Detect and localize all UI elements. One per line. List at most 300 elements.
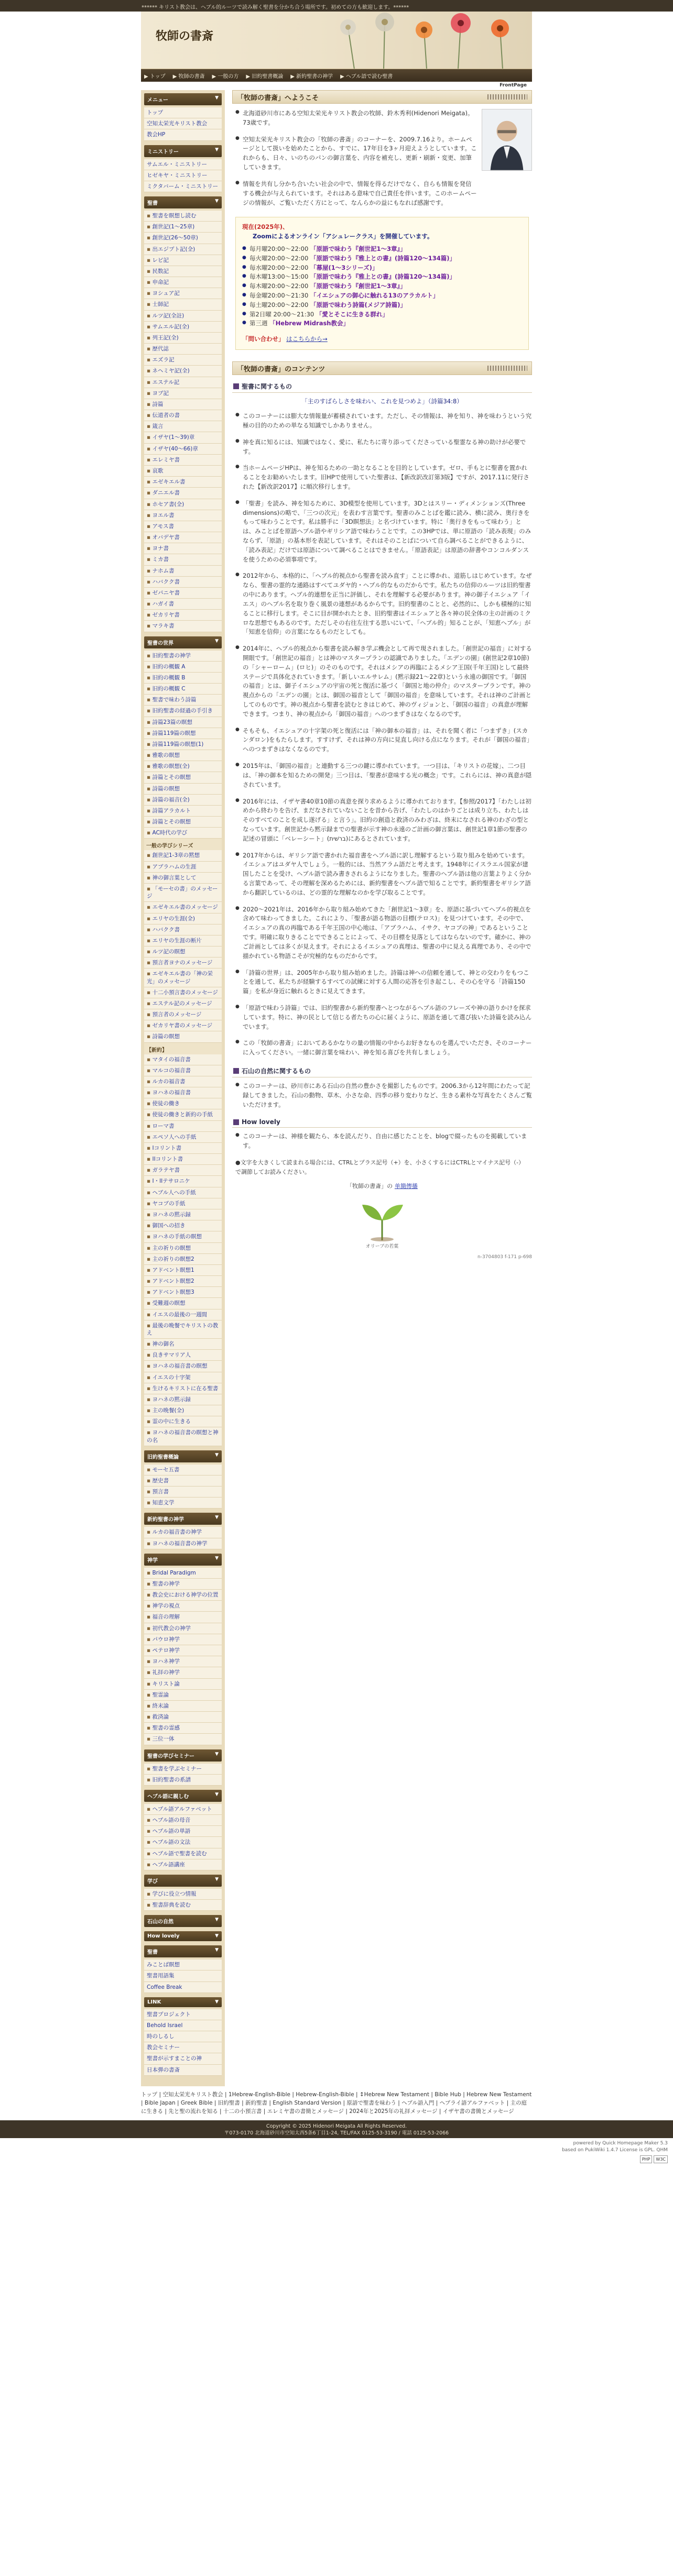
sidebar-item[interactable] [144, 299, 222, 310]
sidebar-item-link[interactable]: ▪ 主の晩餐(全) [147, 1407, 184, 1414]
sidebar-item[interactable] [144, 728, 222, 739]
sidebar-item-link[interactable]: 聖書プロジェクト [147, 2011, 191, 2018]
sidebar-item-link[interactable]: ▪ 伝道者の書 [147, 412, 180, 419]
sidebar-item-link[interactable]: サムエル・ミニストリー [147, 161, 207, 168]
sidebar-item-link[interactable]: ▪ 使徒の働きと新約の手紙 [147, 1111, 213, 1118]
sidebar-item-link[interactable]: ▪ ヨハネの福音書 [147, 1089, 191, 1096]
sidebar-item[interactable] [144, 1498, 222, 1509]
sidebar-item[interactable] [144, 2009, 222, 2020]
sidebar-item-link[interactable]: ▪ ハバクク書 [147, 579, 180, 585]
sidebar-item-link[interactable]: ▪ ダニエル書 [147, 490, 180, 496]
sidebar-item-link[interactable]: ▪ ハバクク書 [147, 927, 180, 933]
sidebar-item-link[interactable]: ▪ ヨシュア記 [147, 290, 180, 296]
sidebar-item-link[interactable]: ▪ ヨハネの黙示録 [147, 1396, 191, 1403]
sidebar-item-link[interactable]: ▪ 知恵文学 [147, 1500, 174, 1506]
sidebar-item-link[interactable]: ▪ イエスの十字架 [147, 1374, 191, 1381]
sidebar-item-link[interactable]: ▪ ヘブル語の母音 [147, 1817, 190, 1823]
sidebar-item-link[interactable]: ▪ 旧約聖書の神学 [147, 653, 191, 659]
sidebar-item[interactable] [144, 255, 222, 266]
sidebar-item-link[interactable]: ▪ 預言書 [147, 1489, 169, 1495]
sidebar-item[interactable] [144, 532, 222, 543]
sidebar-item[interactable] [144, 1287, 222, 1298]
sidebar-item[interactable] [144, 444, 222, 455]
sidebar-item[interactable] [144, 1690, 222, 1701]
sidebar-item[interactable] [144, 1764, 222, 1775]
sidebar-item[interactable] [144, 1187, 222, 1198]
sidebar-item[interactable] [144, 739, 222, 750]
sidebar-item[interactable] [144, 935, 222, 946]
sidebar-item[interactable] [144, 222, 222, 233]
sidebar-item[interactable] [144, 684, 222, 695]
sidebar-item[interactable] [144, 968, 222, 987]
sidebar-item[interactable] [144, 1590, 222, 1601]
sidebar-item[interactable] [144, 884, 222, 902]
sidebar-item[interactable] [144, 817, 222, 828]
sidebar-item-link[interactable]: ▪ アドベント瞑想1 [147, 1267, 194, 1273]
sidebar-item-link[interactable]: ▪ ハガイ書 [147, 601, 174, 607]
sidebar-item-link[interactable]: ▪ 最後の晩餐でキリストの教え [147, 1323, 218, 1336]
sidebar-item[interactable] [144, 1098, 222, 1109]
sidebar-item[interactable] [144, 1031, 222, 1042]
sidebar-item[interactable] [144, 1109, 222, 1120]
sidebar-item[interactable] [144, 1679, 222, 1690]
sidebar-item-link[interactable]: ▪ 聖書を学ぶセミナー [147, 1766, 202, 1772]
sidebar-item[interactable] [144, 1394, 222, 1405]
sidebar-item-link[interactable]: ▪ 聖書を瞑想し読む [147, 213, 196, 219]
sidebar-item-link[interactable]: ▪ エゼキエル書の「神の栄光」のメッセージ [147, 971, 213, 984]
sidebar-item[interactable] [144, 1076, 222, 1087]
global-nav-item[interactable]: ▶ 新約聖書の神学 [290, 73, 333, 80]
sidebar-item-link[interactable]: 教会セミナー [147, 2044, 180, 2051]
sidebar-item[interactable] [144, 577, 222, 588]
sidebar-item-link[interactable]: ▪ 教会史における神学の位置 [147, 1592, 218, 1598]
sidebar-item-link[interactable]: ▪ 主の祈りの瞑想 [147, 1245, 191, 1251]
sidebar-item[interactable] [144, 1826, 222, 1837]
sidebar-item-link[interactable]: ▪ 学びに役立つ情報 [147, 1891, 196, 1897]
sidebar-item-link[interactable]: ▪ 箴言 [147, 423, 163, 430]
sidebar-item[interactable] [144, 1087, 222, 1098]
sidebar-item[interactable] [144, 987, 222, 998]
sidebar-item-link[interactable]: 聖書が示すまことの神 [147, 2055, 202, 2062]
sidebar-item[interactable] [144, 651, 222, 662]
sidebar-item-link[interactable]: ▪ 旧約の概観 C [147, 686, 186, 692]
sidebar-item[interactable] [144, 673, 222, 684]
sidebar-item-link[interactable]: トップ [147, 109, 164, 116]
sidebar-item-link[interactable]: ▪ 預言者ヨナのメッセージ [147, 960, 212, 966]
sidebar-item[interactable] [144, 1465, 222, 1476]
sidebar-item[interactable] [144, 784, 222, 795]
footer-links[interactable]: トップ | 空知太栄光キリスト教会 | 1Hebrew-English-Bible | Hebrew-English-Bible | ↕Hebrew New Testament | Bible Hub | Hebrew New Testament | Bible Japan | Greek Bible | 旧約聖書 | 新約聖書 | English Standard Version | 原語で聖書を味わう | ヘブル語入門 | ヘブライ語アルファベット | 主の庭に生きる | 先と聖の流れを知る | 十二の小預言書 | エレミヤ書の書簡とメッセージ | 2024年と2025年の礼拝メッセージ | イザヤ書の書簡とメッセージ [141, 2086, 532, 2120]
sidebar-item[interactable] [144, 1623, 222, 1634]
sidebar-item[interactable] [144, 2031, 222, 2042]
sidebar-item[interactable] [144, 1309, 222, 1320]
sidebar-item-link[interactable]: ▪ 旧約の概観 A [147, 664, 186, 670]
sidebar-item-link[interactable]: 聖書用語集 [147, 1973, 175, 1979]
sidebar-item[interactable] [144, 1209, 222, 1220]
sidebar-item-link[interactable]: 空知太栄光キリスト教会 [147, 120, 208, 127]
sidebar-item-link[interactable]: ▪ ペテロ神学 [147, 1647, 180, 1654]
sidebar-item-link[interactable]: ▪ ヨエル書 [147, 512, 174, 519]
sidebar-item[interactable] [144, 1231, 222, 1242]
sidebar-item-link[interactable]: ▪ 神の御名 [147, 1341, 174, 1347]
sidebar-item[interactable] [144, 706, 222, 717]
sidebar-item[interactable] [144, 1143, 222, 1154]
sidebar-item[interactable] [144, 455, 222, 466]
sidebar-item[interactable] [144, 1350, 222, 1361]
sidebar-item-link[interactable]: ▪ イエスの最後の一週間 [147, 1312, 207, 1318]
sidebar-item[interactable] [144, 129, 222, 140]
sidebar-item-link[interactable]: ▪ 出エジプト記(全) [147, 246, 195, 252]
sidebar-item[interactable] [144, 1198, 222, 1209]
sidebar-item-link[interactable]: ▪ 詩篇の福音(全) [147, 797, 190, 803]
sidebar-item-link[interactable]: ▪ ヨハネの手紙の瞑想 [147, 1234, 202, 1240]
sidebar-item[interactable] [144, 1970, 222, 1981]
sidebar-item[interactable] [144, 499, 222, 510]
sidebar-item[interactable] [144, 521, 222, 532]
sidebar-item[interactable] [144, 599, 222, 610]
sidebar-item[interactable] [144, 1372, 222, 1383]
sidebar-item[interactable] [144, 277, 222, 288]
sidebar-item[interactable] [144, 1487, 222, 1498]
sidebar-item-link[interactable]: ▪ AC時代の学び [147, 830, 187, 836]
sidebar-item[interactable] [144, 118, 222, 129]
sidebar-item-link[interactable]: ▪ ルカの福音書の神学 [147, 1529, 202, 1535]
sidebar-item[interactable] [144, 288, 222, 299]
sidebar-item[interactable] [144, 554, 222, 565]
sidebar-item-link[interactable]: ▪ ルカの福音書 [147, 1078, 185, 1085]
sidebar-item[interactable] [144, 1339, 222, 1350]
sidebar-item-link[interactable]: ▪ 受難週の瞑想 [147, 1300, 185, 1306]
sidebar-item-link[interactable]: ▪ ヨナ書 [147, 545, 169, 552]
sidebar-item-link[interactable]: ▪ Iコリント書 [147, 1145, 181, 1151]
sidebar-item[interactable] [144, 621, 222, 632]
sidebar-item[interactable] [144, 1601, 222, 1612]
php-badge-icon[interactable]: PHP [640, 2155, 653, 2164]
sidebar-item[interactable] [144, 410, 222, 421]
sidebar-item[interactable] [144, 873, 222, 884]
sidebar-item[interactable] [144, 1361, 222, 1372]
sidebar-item[interactable] [144, 421, 222, 432]
sidebar-item[interactable] [144, 750, 222, 761]
sidebar-item-link[interactable]: ▪ ヘブル人への手紙 [147, 1190, 196, 1196]
sidebar-item[interactable] [144, 662, 222, 673]
global-nav-item[interactable]: ▶ 旧約聖書概論 [246, 73, 284, 80]
sidebar-item-link[interactable]: ▪ 旧約の概観 B [147, 675, 186, 681]
sidebar-item-link[interactable]: Coffee Break [147, 1984, 182, 1990]
sidebar-item[interactable] [144, 1265, 222, 1276]
sidebar-item[interactable] [144, 1065, 222, 1076]
sidebar-item[interactable] [144, 695, 222, 706]
sidebar-item-link[interactable]: ▪ ヨハネ神学 [147, 1658, 180, 1665]
sidebar-item[interactable] [144, 333, 222, 344]
sidebar-item[interactable] [144, 717, 222, 728]
sidebar-item[interactable] [144, 1775, 222, 1786]
sidebar-item-link[interactable]: ▪ エズラ記 [147, 357, 174, 363]
sidebar-item-link[interactable]: ▪ 旧約聖書の系譜 [147, 1777, 191, 1783]
sidebar-item[interactable] [144, 946, 222, 957]
sidebar-item[interactable] [144, 244, 222, 255]
sidebar-item-link[interactable]: ▪ 聖書の霊感 [147, 1725, 180, 1731]
sidebar-item[interactable] [144, 1527, 222, 1538]
sidebar-item[interactable] [144, 588, 222, 599]
sidebar-item-link[interactable]: ▪ キリスト論 [147, 1681, 180, 1687]
sidebar-item-link[interactable]: ▪ ヘブル語で聖書を読む [147, 1851, 207, 1857]
sidebar-item-link[interactable]: ヒゼキヤ・ミニストリー [147, 172, 208, 179]
sidebar-item[interactable] [144, 2065, 222, 2076]
sidebar-item-link[interactable]: ▪ IIコリント書 [147, 1156, 183, 1162]
sidebar-item-link[interactable]: ▪ イザヤ(40〜66)章 [147, 446, 198, 452]
sidebar-item-link[interactable]: ▪ 哀歌 [147, 468, 163, 474]
sidebar-item[interactable] [144, 1815, 222, 1826]
sidebar-item-link[interactable]: ▪ エゼキエル書のメッセージ [147, 904, 218, 910]
sidebar-item[interactable] [144, 610, 222, 621]
sidebar-item-link[interactable]: ▪ 主の祈りの瞑想2 [147, 1256, 194, 1262]
sidebar-item[interactable] [144, 1848, 222, 1859]
sidebar-item[interactable] [144, 181, 222, 192]
sidebar-item-link[interactable]: ▪ 礼拝の神学 [147, 1669, 180, 1676]
sidebar-item[interactable] [144, 902, 222, 913]
sidebar-item-link[interactable]: ▪ 生けるキリストに在る聖書 [147, 1385, 218, 1392]
sidebar-item[interactable] [144, 233, 222, 244]
sidebar-item-link[interactable]: ▪ 預言者のメッセージ [147, 1011, 201, 1018]
sidebar-item-link[interactable]: 時のしるし [147, 2033, 175, 2040]
sidebar-item[interactable] [144, 344, 222, 355]
sidebar-item-link[interactable]: ▪ エペソ人への手紙 [147, 1134, 196, 1140]
sidebar-item[interactable] [144, 1982, 222, 1993]
sidebar-item[interactable] [144, 510, 222, 521]
sidebar-item[interactable] [144, 1900, 222, 1911]
sidebar-item[interactable] [144, 998, 222, 1009]
sidebar-item-link[interactable]: ▪ ゼカリヤ書 [147, 612, 180, 618]
sidebar-item[interactable] [144, 377, 222, 388]
sidebar-item-link[interactable]: ▪ ローマ書 [147, 1123, 174, 1129]
sidebar-item-link[interactable]: ▪ モーセ五書 [147, 1467, 179, 1473]
sidebar-item[interactable] [144, 1476, 222, 1487]
sidebar-item[interactable] [144, 1634, 222, 1645]
sidebar-item-link[interactable]: 日本弾の書斎 [147, 2066, 180, 2073]
sidebar-item-link[interactable]: ▪ ルツ記(全註) [147, 313, 184, 319]
sidebar-item-link[interactable]: ▪ ネヘミヤ記(全) [147, 368, 190, 374]
sidebar-item[interactable] [144, 1416, 222, 1427]
sidebar-item[interactable] [144, 211, 222, 222]
sidebar-item[interactable] [144, 1959, 222, 1970]
sidebar-item-link[interactable]: ▪ 聖書の神学 [147, 1581, 180, 1587]
global-nav-item[interactable]: ▶ ヘブル語で読む聖書 [340, 73, 393, 80]
sidebar-item-link[interactable]: ▪ エレミヤ書 [147, 457, 180, 463]
sidebar-item[interactable] [144, 1298, 222, 1309]
sidebar-item-link[interactable]: ▪ 三位一体 [147, 1736, 174, 1742]
sidebar-item[interactable] [144, 1176, 222, 1187]
sidebar-item-link[interactable]: ▪ エステル記 [147, 379, 179, 386]
sidebar-item-link[interactable]: ▪ ヘブル語の単語 [147, 1828, 190, 1834]
sidebar-item-link[interactable]: ▪ ヨハネの黙示録 [147, 1212, 191, 1218]
sidebar-item-link[interactable]: ▪ 旧約聖書の経過の手引き [147, 708, 213, 714]
sidebar-head-ishikawa[interactable]: 石山の自然 ▼ [144, 1915, 222, 1927]
sidebar-item-link[interactable]: ▪ マタイの福音書 [147, 1056, 191, 1063]
sidebar-head-howlovely[interactable]: How lovely ▼ [144, 1931, 222, 1941]
sidebar-item-link[interactable]: ▪ マラキ書 [147, 623, 174, 629]
sidebar-item[interactable] [144, 566, 222, 577]
sidebar-item[interactable] [144, 761, 222, 772]
sidebar-item[interactable] [144, 488, 222, 499]
sidebar-item-link[interactable]: ▪ 列王記(全) [147, 335, 179, 341]
sidebar-item[interactable] [144, 1734, 222, 1745]
sidebar-item[interactable] [144, 913, 222, 924]
sidebar-item-link[interactable]: ▪ 詩篇23篇の瞑想 [147, 719, 192, 725]
sidebar-item[interactable] [144, 1645, 222, 1656]
sidebar-item[interactable] [144, 1320, 222, 1339]
global-nav-item[interactable]: ▶ トップ [144, 73, 166, 80]
sidebar-item-link[interactable]: ▪ 雅歌の瞑想(全) [147, 763, 190, 769]
global-nav-item[interactable]: ▶ 一般の方 [212, 73, 239, 80]
sidebar-item[interactable] [144, 543, 222, 554]
sidebar-item[interactable] [144, 322, 222, 333]
sidebar-item-link[interactable]: ▪ エリヤの生涯の断片 [147, 938, 202, 944]
sidebar-item[interactable] [144, 1254, 222, 1265]
sidebar-item[interactable] [144, 1701, 222, 1712]
sidebar-item[interactable] [144, 399, 222, 410]
sidebar-item-link[interactable]: ▪ 福音の理解 [147, 1614, 180, 1620]
sidebar-item[interactable] [144, 924, 222, 935]
global-nav-item[interactable]: ▶ 牧師の書斎 [172, 73, 205, 80]
sidebar-item[interactable] [144, 466, 222, 477]
sidebar-item-link[interactable]: ▪ エゼキエル書 [147, 479, 185, 485]
sidebar-item-link[interactable]: ▪ 詩篇の瞑想 [147, 1033, 180, 1040]
sidebar-item-link[interactable]: ▪ サムエル記(全) [147, 324, 189, 330]
sidebar-item-link[interactable]: ▪ 雅歌の瞑想 [147, 752, 180, 758]
sidebar-item-link[interactable]: ▪ 聖書辞典を読む [147, 1902, 191, 1908]
sidebar-item-link[interactable]: ▪ イザヤ(1〜39)章 [147, 434, 194, 441]
sidebar-item[interactable] [144, 1383, 222, 1394]
sidebar-item[interactable] [144, 2053, 222, 2064]
sidebar-item-link[interactable]: ▪ 詩篇119篇の瞑想(1) [147, 741, 203, 747]
sidebar-item[interactable] [144, 1154, 222, 1165]
sidebar-item-link[interactable]: ▪ ヨハネの福音書の瞑想 [147, 1363, 207, 1369]
sidebar-item[interactable] [144, 1667, 222, 1678]
sidebar-item[interactable] [144, 850, 222, 861]
sidebar-item[interactable] [144, 828, 222, 839]
sidebar-item[interactable] [144, 2020, 222, 2031]
sidebar-item-link[interactable]: ▪ ヨハネの福音書の神学 [147, 1540, 207, 1547]
sidebar-item-link[interactable]: ▪ ヨハネの福音書の瞑想と神の名 [147, 1429, 218, 1443]
sidebar-item-link[interactable]: ▪ I・IIテサロニケ [147, 1178, 190, 1184]
sidebar-item[interactable] [144, 170, 222, 181]
sidebar-item[interactable] [144, 1132, 222, 1143]
site-title[interactable]: 牧師の書斎 [156, 29, 214, 43]
sidebar-item[interactable] [144, 1243, 222, 1254]
sidebar-item[interactable] [144, 1804, 222, 1815]
sidebar-item[interactable] [144, 772, 222, 783]
sidebar-item-link[interactable]: ▪ ガラテヤ書 [147, 1167, 180, 1173]
sidebar-item-link[interactable]: Behold Israel [147, 2022, 183, 2029]
sidebar-item-link[interactable]: ▪ 創世記1-3章の黙想 [147, 852, 200, 858]
sidebar-item-link[interactable]: ▪ 詩篇の瞑想 [147, 786, 180, 792]
sidebar-item-link[interactable]: ▪ 歴史書 [147, 1478, 169, 1484]
sidebar-item-link[interactable]: ▪ ヘブル語アルファベット [147, 1806, 212, 1812]
sidebar-item-link[interactable]: ▪ ナホム書 [147, 568, 174, 574]
sidebar-item[interactable] [144, 266, 222, 277]
sidebar-item-link[interactable]: ▪ ゼカリヤ書のメッセージ [147, 1022, 212, 1029]
sidebar-item-link[interactable]: ▪ マルコの福音書 [147, 1067, 191, 1074]
sidebar-item-link[interactable]: ▪ 終末論 [147, 1703, 169, 1709]
sidebar-item[interactable] [144, 366, 222, 377]
sidebar-item[interactable] [144, 1723, 222, 1734]
sidebar-item[interactable] [144, 1220, 222, 1231]
sidebar-item-link[interactable]: ▪ アブラハムの生涯 [147, 864, 196, 870]
sidebar-item-link[interactable]: ▪ 救済論 [147, 1714, 169, 1720]
sidebar-item-link[interactable]: ▪ 良きサマリア人 [147, 1352, 191, 1358]
sidebar-item-link[interactable]: ▪ 聖書で味わう詩篇 [147, 697, 196, 703]
sidebar-item[interactable] [144, 1538, 222, 1549]
sidebar-item[interactable] [144, 1427, 222, 1446]
sidebar-item-link[interactable]: ▪ 士師記 [147, 301, 169, 307]
sidebar-item[interactable] [144, 1121, 222, 1132]
sidebar-item-link[interactable]: ▪ アドベント瞑想3 [147, 1289, 194, 1295]
sidebar-item-link[interactable]: 教会HP [147, 131, 166, 138]
sidebar-item-link[interactable]: ▪ ミカ書 [147, 556, 169, 563]
sidebar-item[interactable] [144, 477, 222, 488]
sidebar-item-link[interactable]: ▪ 創世記(1〜25章) [147, 224, 194, 230]
sidebar-item-link[interactable]: ▪ 申命記 [147, 279, 169, 285]
sidebar-item-link[interactable]: ▪ エリヤの生涯(全) [147, 916, 195, 922]
sidebar-item-link[interactable]: ▪ ゼパニヤ書 [147, 590, 180, 596]
sidebar-item[interactable] [144, 1054, 222, 1065]
sidebar-item[interactable] [144, 957, 222, 968]
sidebar-item-link[interactable]: ▪ 「モーセの書」のメッセージ [147, 886, 218, 899]
sidebar-item-link[interactable]: ▪ 詩篇とその瞑想 [147, 819, 191, 825]
sidebar-item[interactable] [144, 1712, 222, 1723]
sidebar-item-link[interactable]: ▪ オバデヤ書 [147, 534, 180, 541]
sidebar-item-link[interactable]: ▪ ヘブル語講座 [147, 1862, 185, 1868]
sidebar-item-link[interactable]: ▪ 使徒の働き [147, 1100, 180, 1107]
sidebar-item-link[interactable]: ▪ 御国への招き [147, 1223, 185, 1229]
sidebar-item-link[interactable]: ▪ 詩篇119篇の瞑想 [147, 730, 196, 736]
sidebar-item-link[interactable]: ▪ アモス書 [147, 523, 174, 530]
sidebar-item-link[interactable]: ▪ ヤコブの手紙 [147, 1201, 185, 1207]
sidebar-item[interactable] [144, 1568, 222, 1579]
sidebar-item[interactable] [144, 1859, 222, 1870]
sidebar-item-link[interactable]: ▪ 歴代誌 [147, 346, 169, 352]
sidebar-item[interactable] [144, 1405, 222, 1416]
sidebar-item-link[interactable]: ▪ 詩篇とその瞑想 [147, 774, 191, 780]
sidebar-item-link[interactable]: ▪ 霊の中に生きる [147, 1418, 191, 1425]
sidebar-item[interactable] [144, 311, 222, 322]
sidebar-item-link[interactable]: みことば瞑想 [147, 1962, 180, 1968]
sidebar-item[interactable] [144, 806, 222, 817]
sidebar-item[interactable] [144, 795, 222, 806]
sidebar-item[interactable] [144, 107, 222, 118]
sidebar-item-link[interactable]: ▪ 神の御言葉として [147, 875, 196, 881]
sidebar-item[interactable] [144, 1020, 222, 1031]
sidebar-item[interactable] [144, 1579, 222, 1590]
sidebar-item-link[interactable]: ▪ アドベント瞑想2 [147, 1278, 194, 1284]
sidebar-item-link[interactable]: ▪ 初代教会の神学 [147, 1625, 191, 1632]
sidebar-item[interactable] [144, 432, 222, 443]
sidebar-item[interactable] [144, 355, 222, 366]
sidebar-item[interactable] [144, 2042, 222, 2053]
sidebar-item-link[interactable]: ▪ 詩篇アラカルト [147, 808, 191, 814]
sidebar-item-link[interactable]: ▪ 詩篇 [147, 401, 163, 408]
sidebar-item-link[interactable]: ▪ レビ記 [147, 257, 169, 263]
contact-link[interactable]: はこちらから→ [286, 335, 328, 343]
sidebar-item[interactable] [144, 1612, 222, 1623]
sidebar-item[interactable] [144, 159, 222, 170]
sidebar-item-link[interactable]: ▪ ヨブ記 [147, 390, 169, 397]
sidebar-item-link[interactable]: ミクタバーム・ミニストリー [147, 183, 219, 190]
sidebar-item[interactable] [144, 1656, 222, 1667]
sidebar-item[interactable] [144, 388, 222, 399]
sidebar-item-link[interactable]: ▪ 神学の視点 [147, 1603, 180, 1609]
